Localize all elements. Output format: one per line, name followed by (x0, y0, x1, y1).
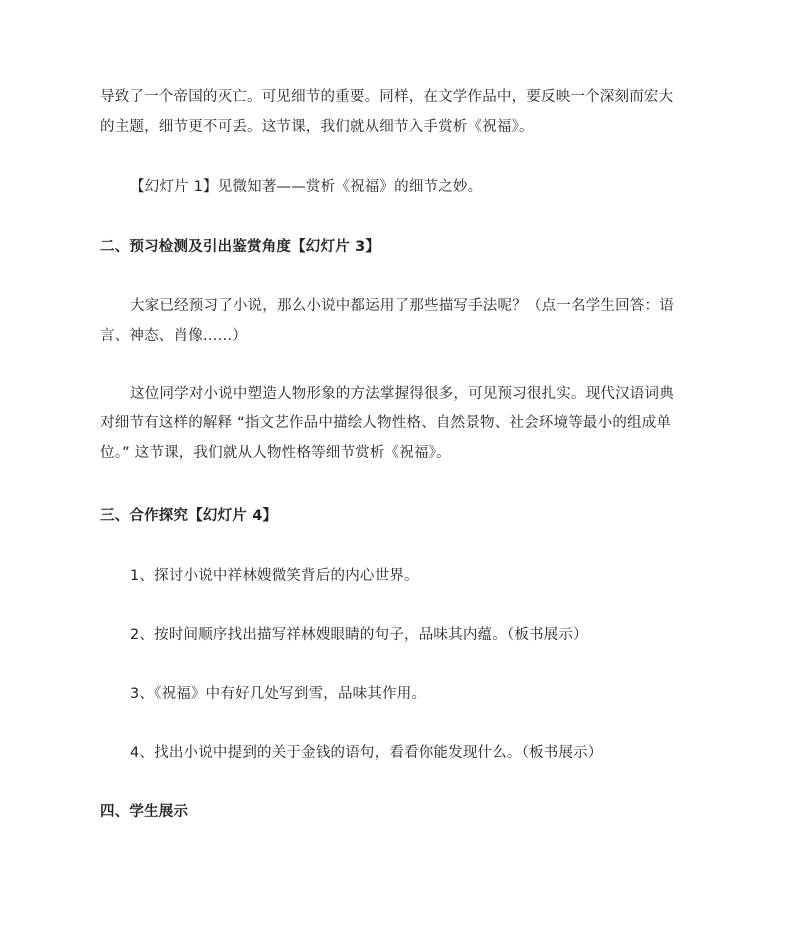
task-item-1: 1、探讨小说中祥林嫂微笑背后的内心世界。 (130, 568, 419, 584)
section-3-heading: 三、合作探究【幻灯片 4】 (100, 508, 278, 524)
section-2-heading: 二、预习检测及引出鉴赏角度【幻灯片 3】 (100, 239, 381, 255)
slide-1-title: 【幻灯片 1】见微知著——赏析《祝福》的细节之妙。 (130, 179, 483, 195)
intro-paragraph-line-2: 的主题，细节更不可丢。这节课，我们就从细节入手赏析《祝福》。 (100, 119, 534, 135)
intro-paragraph-line-1: 导致了一个帝国的灭亡。可见细节的重要。同样，在文学作品中，要反映一个深刻而宏大 (100, 89, 674, 105)
preview-paragraph-line-1: 大家已经预习了小说，那么小说中都运用了那些描写手法呢？（点一名学生回答：语 (130, 298, 674, 314)
explain-paragraph-line-2: 对细节有这样的解释 “指文艺作品中描绘人物性格、自然景物、社会环境等最小的组成单 (100, 415, 672, 431)
section-4-heading: 四、学生展示 (100, 804, 189, 820)
explain-paragraph-line-3: 位。” 这节课，我们就从人物性格等细节赏析《祝福》。 (100, 445, 451, 461)
task-item-4: 4、找出小说中提到的关于金钱的语句，看看你能发现什么。（板书展示） (130, 745, 603, 761)
preview-paragraph-line-2: 言、神态、肖像……） (100, 328, 247, 344)
task-item-3: 3、《祝福》中有好几处写到雪，品味其作用。 (130, 686, 427, 702)
explain-paragraph-line-1: 这位同学对小说中塑造人物形象的方法掌握得很多，可见预习很扎实。现代汉语词典 (130, 386, 674, 402)
task-item-2: 2、按时间顺序找出描写祥林嫂眼睛的句子，品味其内蕴。（板书展示） (130, 627, 588, 643)
